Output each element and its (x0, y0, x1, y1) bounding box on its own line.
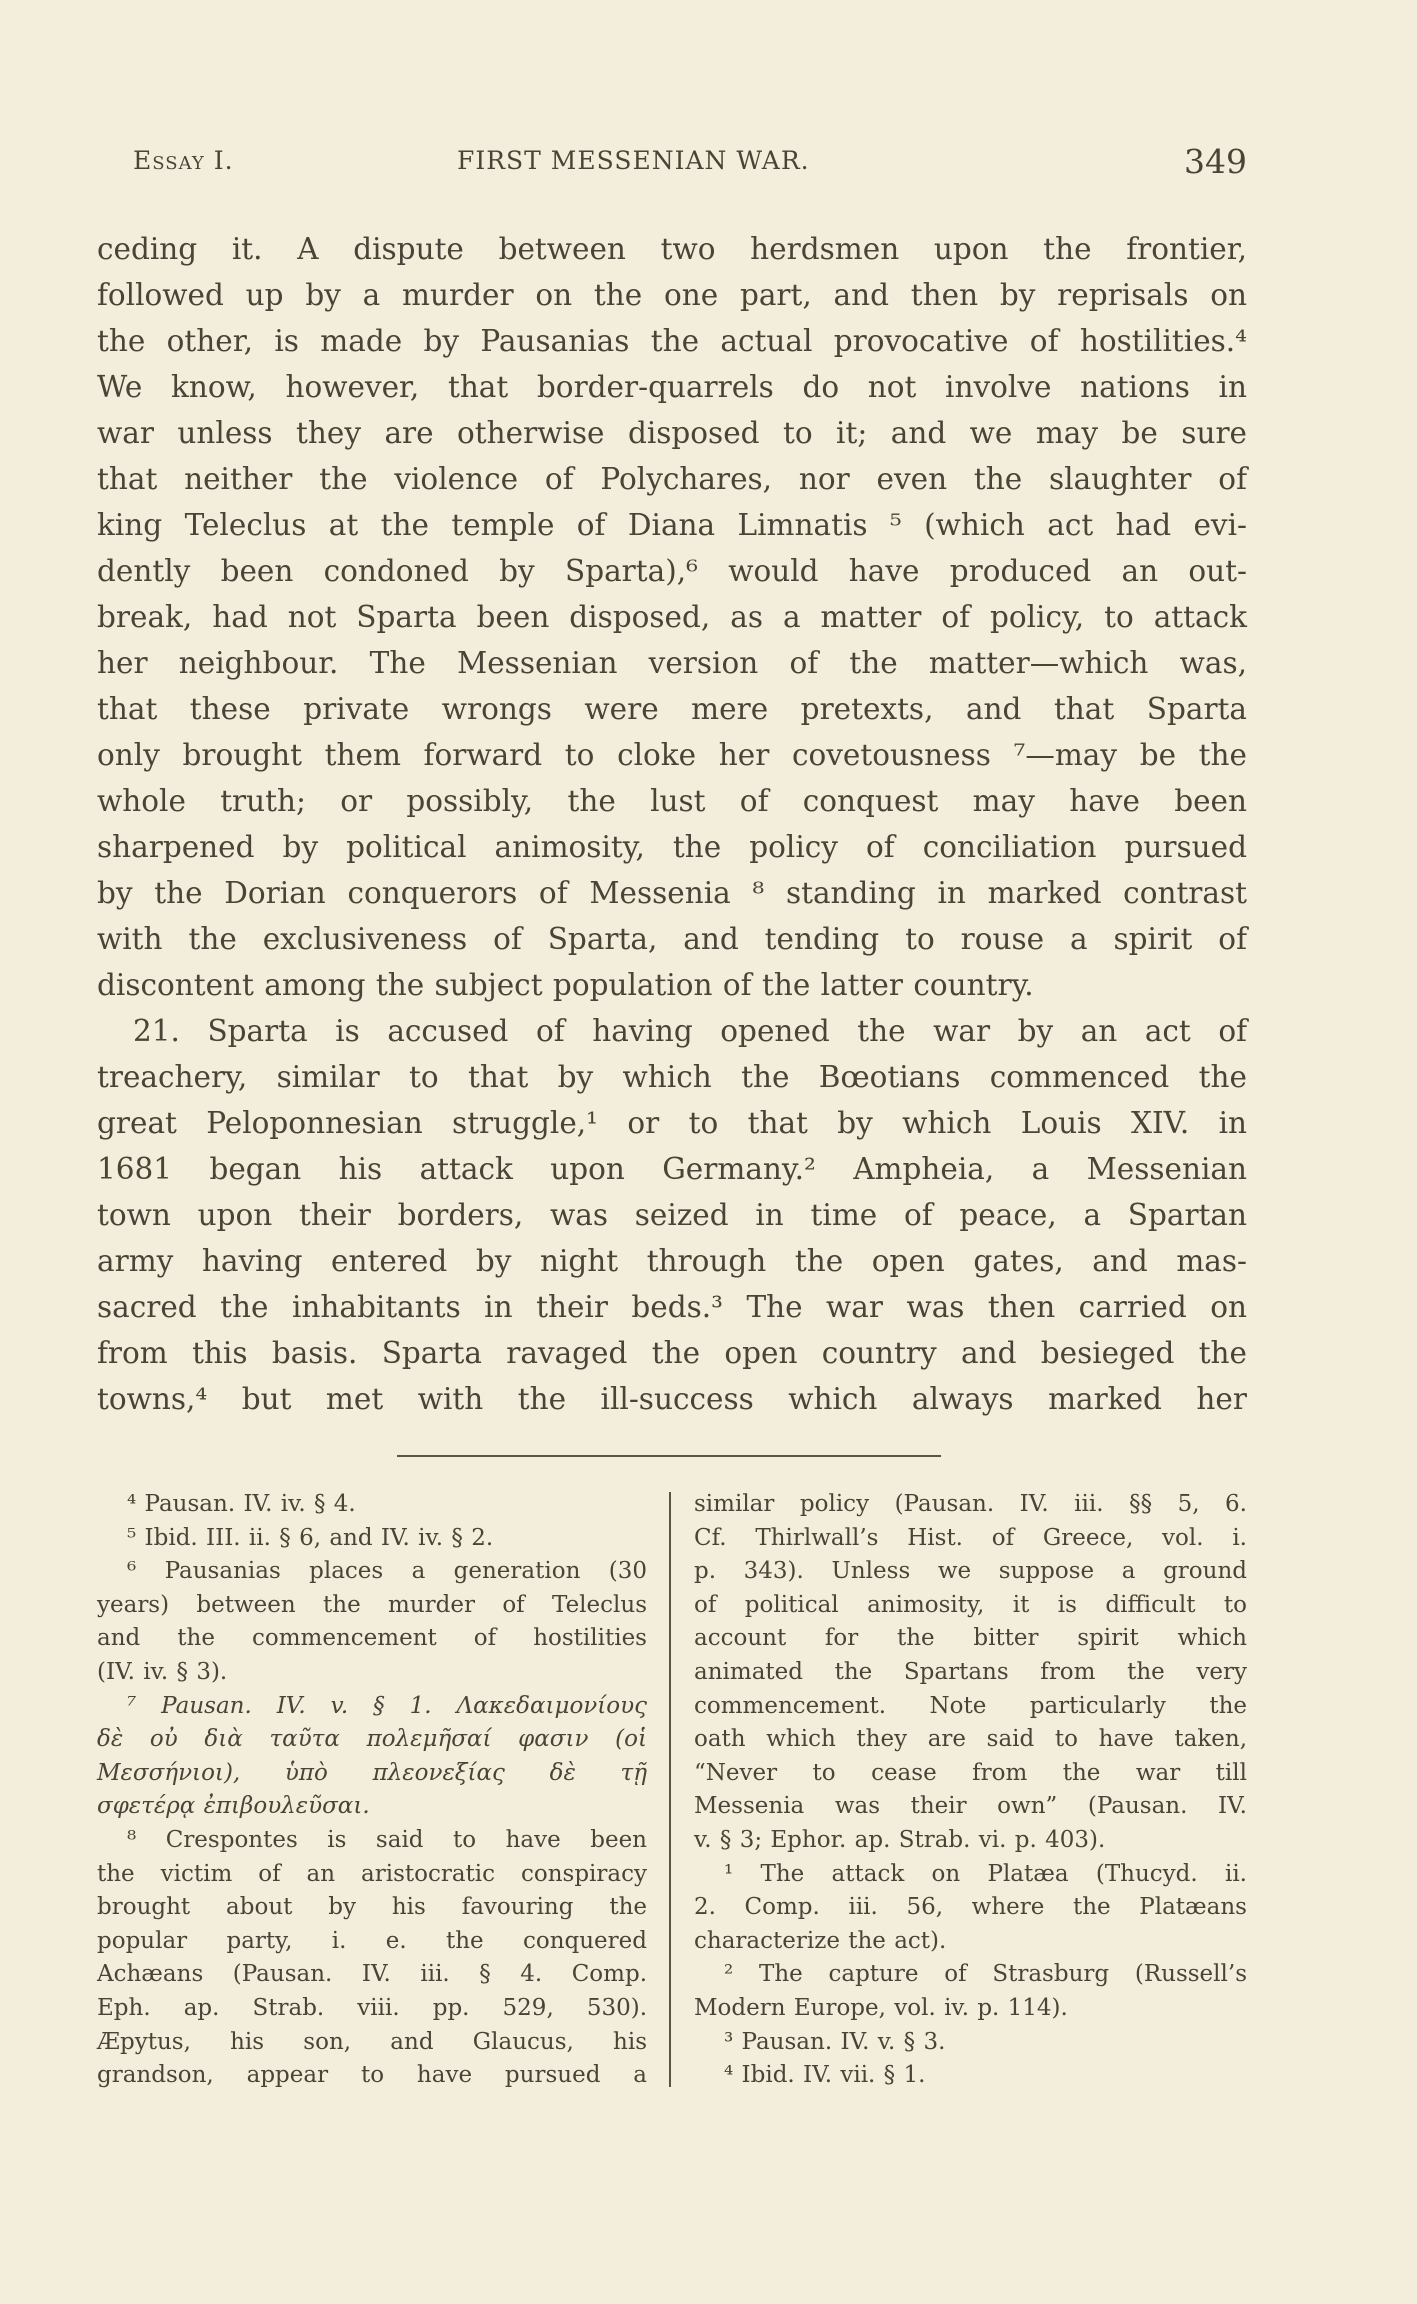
paragraph (97, 226, 1247, 1008)
text-line: v. § 3; Ephor. ap. Strab. vi. p. 403). (694, 1826, 1106, 1853)
text-line: whole truth; or possibly, the lust of conquest may have been (97, 784, 1247, 818)
text-line: commencement. Note particularly the (694, 1692, 1247, 1719)
text-line: king Teleclus at the temple of Diana Limnatis ⁵ (which act had evi- (97, 508, 1247, 542)
text-line: discontent among the subject population of the latter country. (97, 968, 1034, 1002)
footnote (97, 1522, 647, 1556)
text-line: σφετέρᾳ ἐπιβουλεῦσαι. (97, 1793, 370, 1820)
text-line: ceding it. A dispute between two herdsmen upon the frontier, (97, 232, 1247, 266)
footnote (694, 1488, 1247, 1858)
main-text (97, 226, 1247, 1422)
text-line: that these private wrongs were mere pretexts, and that Sparta (97, 692, 1247, 726)
footnote (97, 1488, 647, 1522)
paragraph (97, 1008, 1247, 1422)
text-line: war unless they are otherwise disposed to it; and we may be sure (97, 416, 1247, 450)
footnotes-left-column (97, 1488, 647, 2093)
footnotes-right-column (694, 1488, 1247, 2093)
text-line: the other, is made by Pausanias the actual provocative of hostilities.⁴ (97, 324, 1247, 358)
text-line: of political animosity, it is difficult to (694, 1591, 1247, 1618)
text-line: Μεσσήνιοι), ὑπὸ πλεονεξίας δὲ τῇ (97, 1759, 647, 1786)
header-essay-label: Essay I. (133, 146, 234, 175)
text-line: p. 343). Unless we suppose a ground (694, 1558, 1247, 1585)
footnote-column-divider (669, 1492, 671, 2087)
text-line: break, had not Sparta been disposed, as a matter of policy, to attack (97, 600, 1247, 634)
text-line: 1681 began his attack upon Germany.² Ampheia, a Messenian (97, 1152, 1247, 1186)
text-line: (IV. iv. § 3). (97, 1658, 228, 1685)
text-line: Eph. ap. Strab. viii. pp. 529, 530). (97, 1994, 647, 2021)
text-line: ⁵ Ibid. III. ii. § 6, and IV. iv. § 2. (127, 1524, 494, 1551)
text-line: ⁶ Pausanias places a generation (30 (127, 1558, 647, 1585)
footnote (694, 2059, 1247, 2093)
text-line: δὲ οὐ διὰ ταῦτα πολεμῆσαί φασιν (οἱ (97, 1726, 647, 1753)
footnote (694, 1958, 1247, 2025)
text-line: account for the bitter spirit which (694, 1625, 1247, 1652)
text-line: from this basis. Sparta ravaged the open country and besieged the (97, 1336, 1247, 1370)
text-line: brought about by his favouring the (97, 1894, 647, 1921)
text-line: and the commencement of hostilities (97, 1625, 647, 1652)
text-line: 2. Comp. iii. 56, where the Platæans (694, 1894, 1247, 1921)
text-line: ⁴ Pausan. IV. iv. § 4. (127, 1491, 356, 1517)
footnote-separator-rule (397, 1455, 941, 1457)
text-line: only brought them forward to cloke her covetousness ⁷—may be the (97, 738, 1247, 772)
text-line: treachery, similar to that by which the Bœotians commenced the (97, 1060, 1247, 1094)
text-line: animated the Spartans from the very (694, 1658, 1247, 1685)
text-line: 21. Sparta is accused of having opened the war by an act of (133, 1014, 1247, 1048)
text-line: “Never to cease from the war till (694, 1759, 1247, 1786)
text-line: years) between the murder of Teleclus (97, 1591, 647, 1618)
text-line: popular party, i. e. the conquered (97, 1927, 647, 1954)
text-line: town upon their borders, was seized in time of peace, a Spartan (97, 1198, 1247, 1232)
text-line: sacred the inhabitants in their beds.³ The war was then carried on (97, 1290, 1247, 1324)
text-line: sharpened by political animosity, the policy of conciliation pursued (97, 830, 1247, 864)
text-line: ¹ The attack on Platæa (Thucyd. ii. (724, 1860, 1247, 1887)
text-line: characterize the act). (694, 1927, 947, 1954)
text-line: ² The capture of Strasburg (Russell’s (724, 1961, 1247, 1988)
text-line: with the exclusiveness of Sparta, and tending to rouse a spirit of (97, 922, 1247, 956)
text-line: towns,⁴ but met with the ill-success which always marked her (97, 1382, 1247, 1416)
footnote (97, 1824, 647, 2093)
footnote (694, 1858, 1247, 1959)
text-line: Cf. Thirlwall’s Hist. of Greece, vol. i. (694, 1524, 1247, 1551)
text-line: Achæans (Pausan. IV. iii. § 4. Comp. (97, 1961, 647, 1988)
text-line: oath which they are said to have taken, (694, 1726, 1247, 1753)
text-line: by the Dorian conquerors of Messenia ⁸ standing in marked contrast (97, 876, 1247, 910)
footnote (97, 1555, 647, 1689)
text-line: great Peloponnesian struggle,¹ or to that by which Louis XIV. in (97, 1106, 1247, 1140)
text-line: her neighbour. The Messenian version of the matter—which was, (97, 646, 1247, 680)
footnote (694, 2026, 1247, 2060)
header-title: FIRST MESSENIAN WAR. (457, 146, 810, 175)
text-line: ⁴ Ibid. IV. vii. § 1. (724, 2062, 926, 2089)
footnote (97, 1690, 647, 1824)
text-line: the victim of an aristocratic conspiracy (97, 1860, 647, 1887)
text-line: Messenia was their own” (Pausan. IV. (694, 1793, 1247, 1820)
text-line: grandson, appear to have pursued a (97, 2062, 647, 2089)
page-number: 349 (1184, 142, 1247, 181)
running-header (97, 142, 1247, 186)
text-line: that neither the violence of Polychares, nor even the slaughter of (97, 462, 1247, 496)
text-line: We know, however, that border-quarrels do not involve nations in (97, 370, 1247, 404)
text-line: ⁸ Crespontes is said to have been (127, 1826, 647, 1853)
text-line: Modern Europe, vol. iv. p. 114). (694, 1994, 1068, 2021)
text-line: ⁷ Pausan. IV. v. § 1. Λακεδαιμονίους (127, 1692, 647, 1719)
text-line: army having entered by night through the open gates, and mas- (97, 1244, 1247, 1278)
text-line: followed up by a murder on the one part, and then by reprisals on (97, 278, 1247, 312)
text-line: ³ Pausan. IV. v. § 3. (724, 2028, 946, 2055)
text-line: Æpytus, his son, and Glaucus, his (97, 2028, 647, 2055)
text-line: similar policy (Pausan. IV. iii. §§ 5, 6. (694, 1491, 1247, 1517)
text-line: dently been condoned by Sparta),⁶ would have produced an out- (97, 554, 1247, 588)
